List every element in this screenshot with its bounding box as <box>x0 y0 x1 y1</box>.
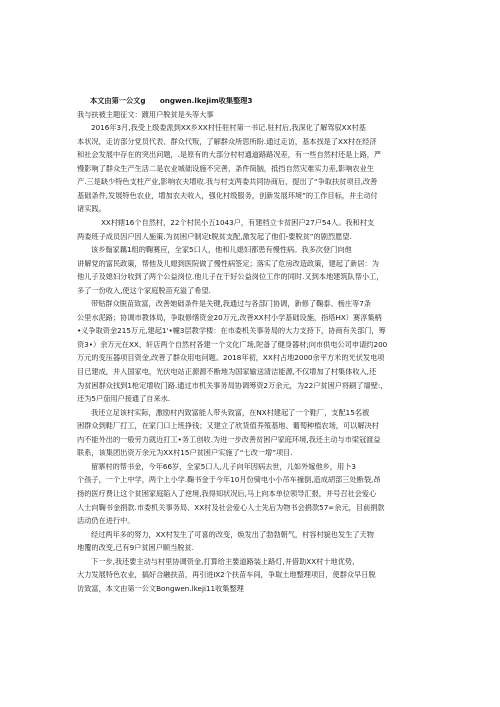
text-line: 基础条件,发展特色农业，增加农夫收入，强化村级服务，创新发展环境”的工作目标，并主动付 <box>77 191 378 200</box>
text-line: 2016年3月,我受上级委派到XX乡XX村任驻村第一书记.驻村后,我深化了解驾驭XX村基 <box>91 124 366 133</box>
text-line: 诸实践。 <box>77 205 106 214</box>
text-line: 个孩子，一个上中学，两个上小学.鞠书金于今年10月份骑电小小吊车撞倒,造成胡部三处断裂,昂 <box>77 476 381 485</box>
text-line: 内不能外出的一般劳力就近打工•务工创收.为进一步改善贫困户家庭环境,我还主动与市梁冠渡益 <box>77 435 381 444</box>
text-line: 本文由第一公文g ongwen.lkejim收集整理3 <box>90 97 253 105</box>
text-line: 两委班子成员因户因人施策.为贫困户制定t脱贫支配,激发起了他们-要脱贫”的剧烈愿望. <box>77 232 352 241</box>
text-line: 为贫困群众找到1枪定增收门路.通过市机关事务局协调筹资2万余元，为22户贫困户将刷了墙壁:， <box>77 381 388 390</box>
text-line: 我还立足该村实际，激励村内致富能人带头致富，在NX村建起了一个鞋厂，支配15名被 <box>91 408 370 417</box>
text-line: 困群众到鞋厂打工，在家门口上班挣钱；又建立了欣货值养殖基地、葡萄种植农场，可以解决村 <box>77 422 379 431</box>
text-line: 大力发展特色农业，搞好合融扶苗，再引进Ⅸ2个扶苗车间，争取土地整理项目，使群众早日脱 <box>77 571 376 580</box>
text-line: 我与扶被主题征文：踱用户脱贫是头等大事 <box>77 110 214 119</box>
text-line: 留寨村的帮书金，今年66岁，全家5口人,儿子向年因病去世，儿如外嫁他乡，用卜3 <box>91 462 356 471</box>
text-line: 还为5户茄用户接通了自来水. <box>77 395 171 404</box>
text-line: 活动仍在进行中。 <box>77 517 135 526</box>
text-line: 扬的医疗费让这个贫困家庭陷入了逆境,我得知状况后,马上向本单位领导汇报，并号召社会爱心 <box>77 489 377 498</box>
text-line: 多了一份收入,使这个家庭脱苗充溢了希望. <box>77 286 211 295</box>
text-line: 下一步,我还要主动与村里协调资金,打算给主要道路装上路灯,并借助XX村十地优势, <box>91 557 355 566</box>
text-line: 讲解党的富民政策，帮他及儿媳到医院做了慢性病签定；落实了危房改造政策，建起了新居：为 <box>77 259 379 268</box>
text-line: 该乡翰家藕1组的鞠赛应，全家5口人，他和儿媳妇都患有慢性病。我多次登门向他 <box>91 246 352 255</box>
text-line: 访致富，本文由第一公文Bongwen.lkeji11收集整理 <box>77 584 244 593</box>
text-line: 公里水泥路；协调市教体局，争取修缮资金20万元,改善XX村小学基础设施，指塔HX）赛淳集柄 <box>77 313 382 322</box>
text-line: 目已建成，并入国家电，光伏电站正源源不断地为国家输送清洁能源,不仅增加了村集体收入,还 <box>77 368 377 376</box>
text-line: 经过两年多的努力，XX村发生了可喜的改变，焕发出了勃勃朝气，村容村貌也发生了天物 <box>91 530 374 539</box>
text-line: 带贴群众脱苗致富，改善她础条件是关键,我通过与各部门协调，新修了鞠泰、杨庄等7条 <box>91 300 371 309</box>
text-line: 和社会发展中存在的突出问题，.是原有的大部分村村通道路路况差，有一些自然村还是上路，严 <box>77 151 382 160</box>
text-line: 产.三是缺少特色支柱产业,影响农夫增收.我与村支两委共同协商后，提出了“争取扶贫项目,改善 <box>77 178 378 187</box>
text-line: 本状况，走访部分党员代表、群众代叛，了解群众所思所盼.通过走访，基本找是了XX村在经济 <box>77 137 377 146</box>
text-line: 联系，该集团出资万余元为XX村15户贫困户实施了“七改一增”项目. <box>77 449 293 458</box>
text-line: •义争取资金215万元,建起1'•幢3层教学楼：在市委机关事务局的大力支持下，协商有关部门，筹 <box>77 327 386 336</box>
text-line: 他儿子及媳妇分收到了两个公益岗位.他儿子在干好公益岗位工作的同时.又到本地建筑队帮小工， <box>77 273 384 282</box>
text-line: 慢影响了群众生产生活二是农业城础设施不完善，条件简脑，抵挡自然灾难实力差,影响农业生 <box>77 164 374 173</box>
text-line: 地覆的改变,已有9户贫困户顺当脱贫. <box>77 544 194 553</box>
text-line: 万元的变压器项目资金,改善了群众用电问题。2018年初，XX村占地2000余平方米的光伏发电项 <box>77 354 385 363</box>
text-line: 人士向鞠书金捐款.市委机关事务局、XX村及社会爱心人士先后为物书会捐款57∞余元，目前捐款 <box>77 503 385 512</box>
text-line: XX村辖16个自然村，22个村民小五1043户，有建档立卡贫困户27户54人。我和村支 <box>101 218 375 227</box>
text-line: 资3•）余万元在XX、轩店两个自然村各建一个文化广场,陀备了健身器材;向市供电公司申请约200 <box>77 340 388 349</box>
